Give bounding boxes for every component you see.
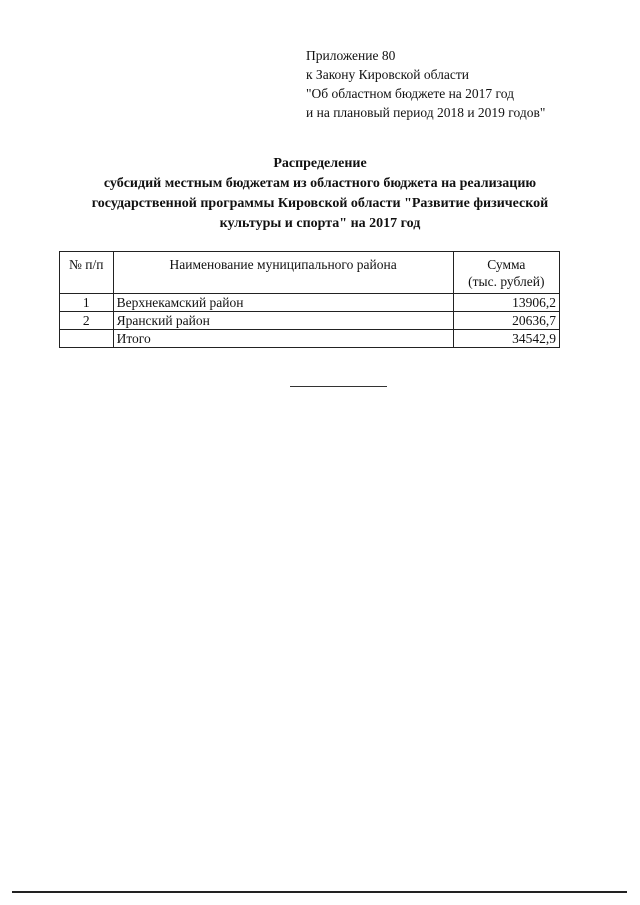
row-sum: 13906,2 (453, 294, 559, 312)
page-bottom-rule (12, 891, 627, 893)
row-num: 2 (60, 312, 114, 330)
end-divider (290, 386, 387, 387)
title-line: субсидий местным бюджетам из областного бюджета на реализацию (103, 176, 537, 191)
header-name: Наименование муниципального района (113, 252, 453, 294)
distribution-table (59, 251, 560, 348)
total-sum: 34542,9 (453, 330, 559, 348)
appendix-line: Приложение 80 (306, 48, 396, 63)
header-sum-unit: (тыс. рублей) (468, 274, 545, 289)
header-num: № п/п (60, 252, 114, 294)
row-name: Верхнекамский район (113, 294, 453, 312)
total-label: Итого (113, 330, 453, 348)
appendix-line: к Закону Кировской области (306, 67, 470, 82)
document-title (40, 154, 600, 234)
table-header-row (60, 252, 560, 294)
row-name: Яранский район (113, 312, 453, 330)
appendix-header (306, 46, 545, 122)
appendix-line: и на плановый период 2018 и 2019 годов" (306, 105, 546, 120)
total-num (60, 330, 114, 348)
header-sum-title: Сумма (487, 257, 526, 272)
title-line: Распределение (273, 156, 367, 171)
row-sum: 20636,7 (453, 312, 559, 330)
title-line: культуры и спорта" на 2017 год (219, 216, 421, 231)
title-line: государственной программы Кировской области "Развитие физической (91, 196, 549, 211)
table-row (60, 294, 560, 312)
row-num: 1 (60, 294, 114, 312)
header-sum (453, 252, 559, 294)
total-row (60, 330, 560, 348)
appendix-line: "Об областном бюджете на 2017 год (306, 86, 514, 101)
table-row (60, 312, 560, 330)
